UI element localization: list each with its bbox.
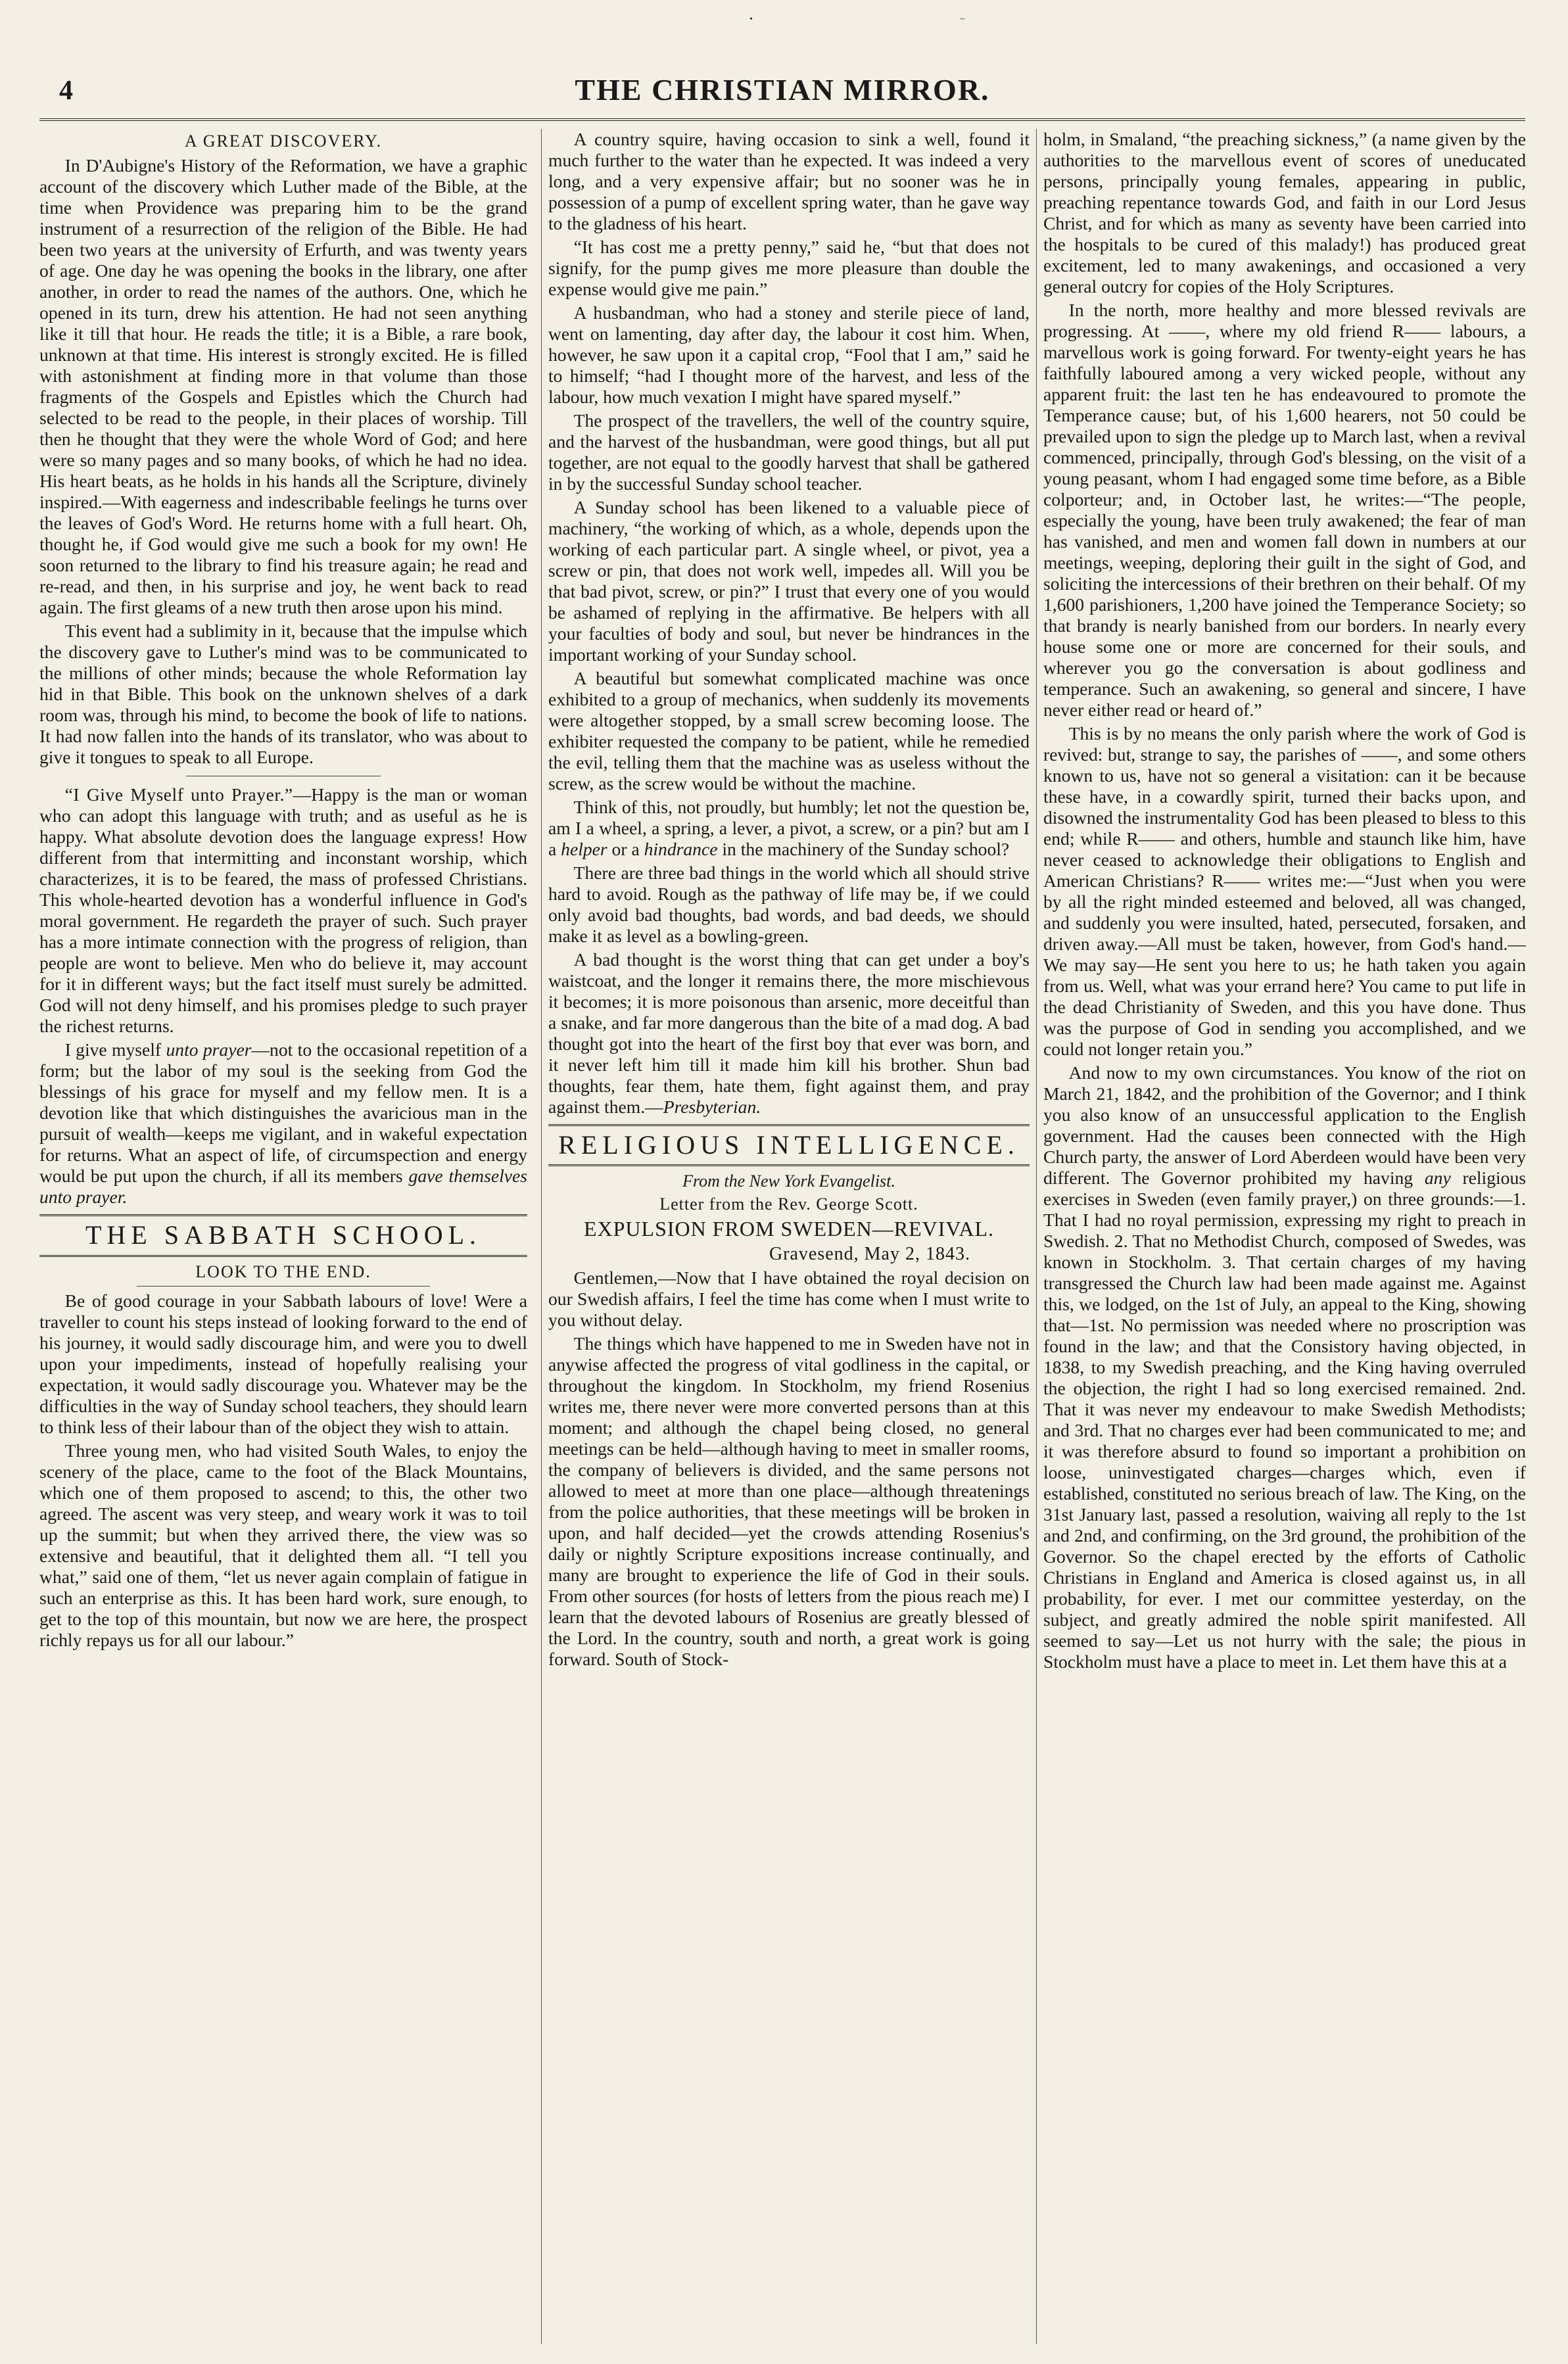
text: in the machinery of the Sunday school? xyxy=(717,839,1010,859)
paragraph: A husbandman, who had a stoney and sterile piece of land, went on lamenting, day after day, the labour it cost him. When, however, he saw upon it a capital crop, “Fool that I am,” said he to himself; “had I thought more of the harvest, and less of the labour, how much vexation I might have spared myself.” xyxy=(548,302,1030,407)
divider xyxy=(137,1286,429,1287)
article-heading: A GREAT DISCOVERY. xyxy=(184,131,383,151)
text: or a xyxy=(607,839,644,859)
paragraph: Be of good courage in your Sabbath labours of love! Were a traveller to count his steps instead of looking forward to the end of his journey, it would sadly discourage him, and were you to dwell upon your impediments, instead of hopefully realising your expectation, it would sadly discourage you. Whatever may be the difficulties in the way of Sunday school teachers, they should learn to think less of their labour than of the object they wish to attain. xyxy=(39,1290,527,1437)
section-heading: RELIGIOUS INTELLIGENCE. xyxy=(548,1124,1030,1166)
italic-text: any xyxy=(1424,1168,1451,1188)
paragraph: holm, in Smaland, “the preaching sickness,” (a name given by the authorities to the marvellous event of scores of uneducated persons, principally young females, appearing in public, preaching repentance towards God, and faith in our Lord Jesus Christ, and for which as many as seventy have been carried into the hospitals to be cured of this malady!) has produced great excitement, led to many awakenings, and occasioned a very general outcry for copies of the Holy Scriptures. xyxy=(1043,129,1526,296)
text: religious exercises in Sweden (even family prayer,) on three grounds:—1. That I had no royal permission, expressing my right to preach in Swedish. 2. That no Methodist Church, composed of Swedes, was known in Stockholm. 3. That certain charges of my having transgressed the Church law had been made against me. Against this, we lodged, on the 1st of July, an appeal to the King, showing that—1st. No permission was needed where no proscription was found in the law; and that the Consistory having objected, in 1838, to my Swedish preaching, and the King having overruled the objection, the right I had so long exercised remained. 2nd. That it was never my endeavour to make Swedish Methodists; and 3rd. That no charges ever had been communicated to me; and it was therefore absurd to found so important a prohibition on loose, uninvestigated charges—charges which, even if established, constituted no serious breach of law. The King, on the 31st January last, passed a resolution, waiving all reply to the 1st and 2nd, and confirming, on the 3rd ground, the prohibition of the Governor. So the chapel erected by the efforts of Catholic Christians in England and America is closed against us, in all probability, for ever. I met our committee yesterday, on the subject, and greatly admired the noble spirit manifested. All seemed to say—Let us not hurry with the sale; the pious in Stockholm must have a place to meet in. Let them have this at a xyxy=(1043,1168,1526,1672)
paragraph: The things which have happened to me in Sweden have not in anywise affected the progress of vital godliness in the capital, or throughout the kingdom. In Stockholm, my friend Rosenius writes me, there never were more converted persons than at this moment; and although the chapel being closed, no general meetings can be held—although having to meet in smaller rooms, the company of believers is divided, and the same persons not allowed to meet at more than one place—although threatenings from the police authorities, that these meetings will be broken in upon, and half decided—yet the crowds attending Rosenius's daily or nightly Scripture expositions increase continually, and many are brought to experience the life of God in their souls. From other sources (for hosts of letters from the pious reach me) I learn that the devoted labours of Rosenius are greatly blessed of the Lord. In the country, south and north, a great work is going forward. South of Stock- xyxy=(548,1333,1030,1670)
paragraph: In the north, more healthy and more blessed revivals are progressing. At ——, where my old friend R—— labours, a marvellous work is going forward. For twenty-eight years he has faithfully laboured among a very wicked people, without any apparent fruit: the last ten he has endeavoured to promote the Temperance cause; but, of his 1,600 hearers, not 50 could be prevailed upon to sign the pledge up to March last, when a revival commenced, principally, through God's blessing, on the visit of a young peasant, whom I had engaged some time before, as a Bible colporteur; and, in October last, he writes:—“The people, especially the young, have been truly awakened; the fear of man has vanished, and men and women fall down in numbers at our meetings, weeping, deploring their guilt in the sight of God, and soliciting the intercessions of their brethren on their behalf. Of my 1,600 parishioners, 1,200 have joined the Temperance Society; so that brandy is nearly banished from our borders. In nearly every house some one or more are concerned for their souls, and wherever you go the conversation is about godliness and temperance. Such an awakening, so general and sincere, I have never either read or heard of.” xyxy=(1043,300,1526,720)
source-line: From the New York Evangelist. xyxy=(682,1171,895,1191)
text: And now to my own circumstances. You know of the riot on March 21, 1842, and the prohibition of the Governor; and I think you also know of an unsuccessful application to the English government. Had the causes been connected with the High Church party, the answer of Lord Aberdeen would have been very different. The Governor prohibited my having xyxy=(1043,1062,1526,1188)
page-header xyxy=(39,66,1525,121)
paragraph xyxy=(39,1039,527,1208)
paragraph: There are three bad things in the world which all should strive hard to avoid. Rough as the pathway of life may be, if we could only avoid bad thoughts, bad words, and bad deeds, we should make it as level as a bowling-green. xyxy=(548,863,1030,946)
column-2 xyxy=(541,129,1030,2344)
paragraph: This is by no means the only parish where the work of God is revived: but, strange to say, the parishes of ——, and some others known to us, have not so general a visitation: can it be because these have, in a cowardly spirit, turned their backs upon, and disowned the instrumentality God has been pleased to bless to this end; while R—— and others, humble and staunch like him, have never ceased to acknowledge their obligations to English and American Christians? R—— writes me:—“Just when you were by all the right minded esteemed and beloved, all was changed, and suddenly you were insulted, hated, persecuted, forsaken, and driven away.—All must be taken, however, from God's hand.—We may say—He sent you here to us; he hath taken you again from us. Well, what was your errand here? You came to put life in the dead Christianity of Sweden, and this you have done. Thus was the purpose of God in sending you accomplished, and we could not longer retain you.” xyxy=(1043,723,1526,1059)
paragraph: Gentlemen,—Now that I have obtained the royal decision on our Swedish affairs, I feel the time has come when I must write to you without delay. xyxy=(548,1267,1030,1331)
print-speck: ~ xyxy=(960,14,965,24)
paragraph: In D'Aubigne's History of the Reformation, we have a graphic account of the discovery which Luther made of the Bible, at the time when Providence was preparing him to be the grand instrument of a resurrection of the religion of the Bible. He had been two years at the university of Erfurth, and was twenty years of age. One day he was opening the books in the library, one after another, in order to read the names of the authors. One, which he opened in its turn, drew his attention. He had not seen anything like it till that hour. He reads the title; it is a Bible, a rare book, unknown at that time. His interest is strongly excited. He is filled with astonishment at finding more in that volume than those fragments of the Gospels and Epistles which the Church had selected to be read to the people, in their places of worship. Till then he thought that they were the whole Word of God; and here were so many pages and so many books, of which he had no idea. His heart beats, as he holds in his hands all the Scripture, divinely inspired.—With eagerness and indescribable feelings he turns over the leaves of God's Word. He returns home with a full heart. Oh, thought he, if God would give me such a book for my own! He soon returned to the library to find his treasure again; he read and re-read, and then, in his surprise and joy, he went back to read again. The first gleams of a new truth then arose upon his mind. xyxy=(39,155,527,618)
italic-text: helper xyxy=(561,839,607,859)
italic-text: hindrance xyxy=(644,839,718,859)
paragraph: “It has cost me a pretty penny,” said he, “but that does not signify, for the pump gives me more pleasure than double the expense would give me pain.” xyxy=(548,237,1030,299)
text: I give myself xyxy=(64,1039,166,1060)
paragraph xyxy=(548,949,1030,1118)
italic-text: gave themselves unto prayer. xyxy=(39,1166,527,1208)
paragraph: A country squire, having occasion to sink a well, found it much further to the water than he expected. It was indeed a very long, and a very expensive affair; but no sooner was he in possession of a pump of excellent spring water, than he gave way to the gladness of his heart. xyxy=(548,129,1030,233)
paragraph xyxy=(39,784,527,1037)
lead-in: “I Give Myself unto Prayer.” xyxy=(64,784,293,805)
section-heading: THE SABBATH SCHOOL. xyxy=(39,1214,527,1256)
print-speck: • xyxy=(749,14,753,24)
text: A bad thought is the worst thing that can get under a boy's waistcoat, and the longer it remains there, the more mischievous it becomes; it is more poisonous than arsenic, more deceitful than a snake, and far more dangerous than the bite of a mad dog. A bad thought got into the heart of the first boy that ever was born, and it never left him till it made him kill his brother. Shun bad thoughts, fear them, hate them, fight against them, and pray against them.— xyxy=(548,949,1030,1117)
page-number: 4 xyxy=(59,76,73,106)
italic-text: unto prayer xyxy=(166,1039,252,1060)
column-1 xyxy=(39,129,527,2344)
text: —Happy is the man or woman who can adopt this language with truth; and as useful as he is happy. What absolute devotion does the language express! How different from that intermitting and inconstant worship, which characterizes, it is to be feared, the mass of professed Christians. This whole-hearted devotion has a wonderful influence in God's moral government. He regardeth the prayer of such. Such prayer has a more intimate connection with the progress of religion, than people are wont to believe. Men who do believe it, may account for it in different ways; but the fact itself must surely be admitted. God will not deny himself, and his promises pledge to such prayer the richest returns. xyxy=(39,784,527,1037)
column-3 xyxy=(1036,129,1526,2344)
text: —not to the occasional repetition of a form; but the labor of my soul is the seeking from God the blessings of his grace for myself and my fellow men. It is a devotion like that which distinguishes the avaricious man in the pursuit of wealth—keeps me vigilant, and in wakeful expectation for returns. What an aspect of life, of circumspection and energy would be put upon the church, if all its members xyxy=(39,1039,527,1187)
source-credit: Presbyterian. xyxy=(663,1097,761,1117)
paragraph xyxy=(548,797,1030,860)
paragraph: A beautiful but somewhat complicated machine was once exhibited to a group of mechanics, when suddenly its movements were altogether stopped, by a small screw becoming loose. The exhibiter requested the company to be patient, while he remedied the evil, telling them that the machine was as useless without the screw, as the screw would be without the machine. xyxy=(548,668,1030,793)
paragraph: The prospect of the travellers, the well of the country squire, and the harvest of the husbandman, were good things, but all put together, are not equal to the goodly harvest that shall be gathered in by the successful Sunday school teacher. xyxy=(548,410,1030,494)
paragraph xyxy=(1043,1062,1526,1672)
paragraph: A Sunday school has been likened to a valuable piece of machinery, “the working of which, as a whole, depends upon the working of each particular part. A single wheel, or pivot, yea a screw or pin, that does not work well, impedes all. Will you be that bad pivot, screw, or pin?” I trust that every one of you would be ashamed of replying in the affirmative. Be helpers with all your faculties of body and soul, but never be hindrances in the important working of your Sunday school. xyxy=(548,497,1030,665)
newspaper-title: THE CHRISTIAN MIRROR. xyxy=(575,73,990,106)
text: Think of this, not proudly, but humbly; let not the question be, am I a wheel, a spring, a lever, a pivot, a screw, or a pin? but am I a xyxy=(548,797,1030,859)
paragraph: Three young men, who had visited South Wales, to enjoy the scenery of the place, came to the foot of the Black Mountains, which one of them proposed to ascend; to this, the other two agreed. The ascent was very steep, and weary work it was to toil up the summit; but when they arrived there, the view was so extensive and beautiful, that it delighted them all. “I tell you what,” said one of them, “let us never again complain of fatigue in such an enterprise as this. It has been hard work, sure enough, to get to the top of this mountain, but now we are here, the prospect richly repays us for all our labour.” xyxy=(39,1440,527,1650)
article-heading: LOOK TO THE END. xyxy=(195,1262,371,1281)
dateline: Gravesend, May 2, 1843. xyxy=(769,1243,970,1264)
letter-byline: Letter from the Rev. George Scott. xyxy=(659,1194,918,1214)
article-title: EXPULSION FROM SWEDEN—REVIVAL. xyxy=(583,1216,995,1241)
paragraph: This event had a sublimity in it, because that the impulse which the discovery gave to Luther's mind was to be communicated to the millions of other minds; because the whole Reformation lay hid in that Bible. This book on the unknown shelves of a dark room was, through his mind, to become the book of life to nations. It had now fallen into the hands of its translator, who was about to give it tongues to speak to all Europe. xyxy=(39,621,527,768)
